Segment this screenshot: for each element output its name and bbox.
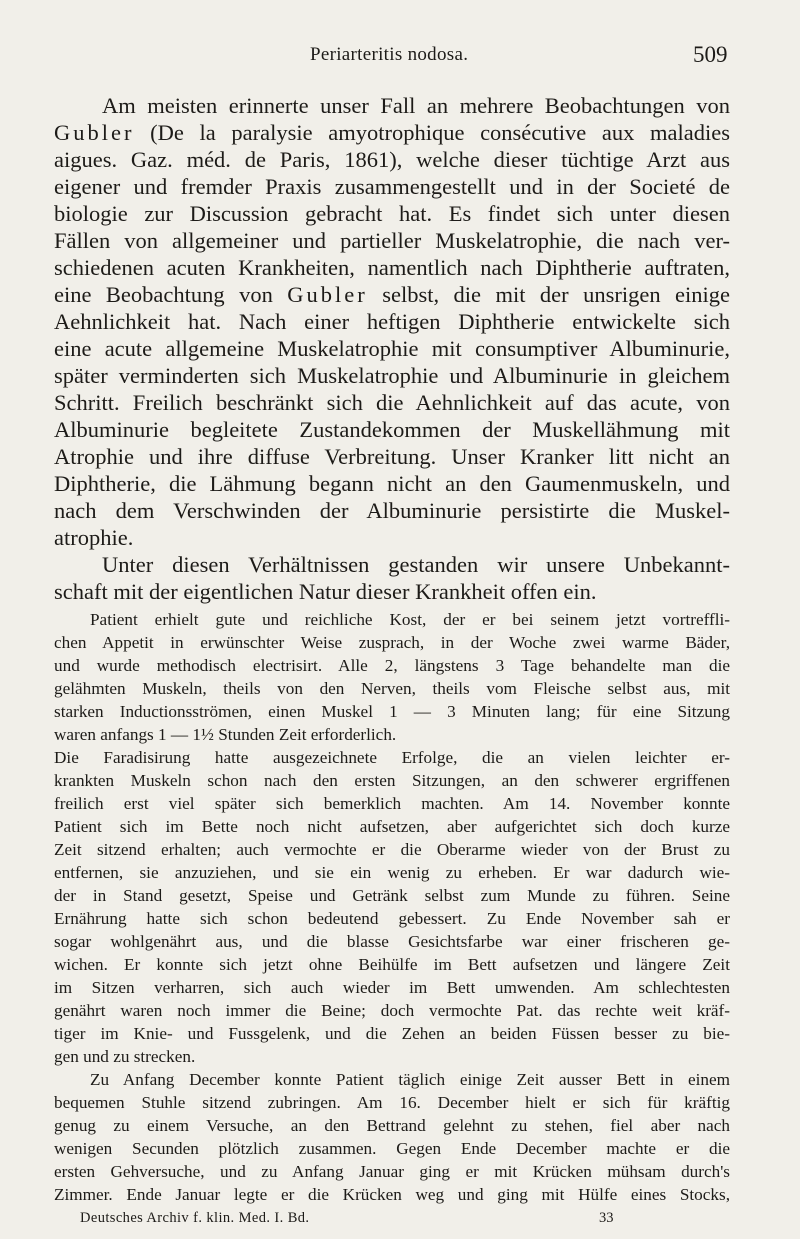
text-line: Patient sich im Bette noch nicht aufsetzen, aber aufgerichtet sich doch kurze: [54, 817, 730, 836]
running-title: Periarteritis nodosa.: [310, 44, 469, 65]
page-number: 509: [693, 42, 728, 67]
text-line: Albuminurie begleitete Zustandekommen der Muskellähmung mit: [54, 417, 730, 442]
text-line: atrophie.: [54, 525, 134, 550]
text-line: nach dem Verschwinden der Albuminurie persistirte die Muskel-: [54, 498, 730, 523]
text-line: Zimmer. Ende Januar legte er die Krücken weg und ging mit Hülfe eines Stocks,: [54, 1185, 730, 1204]
text-line: Ernährung hatte sich schon bedeutend gebessert. Zu Ende November sah er: [54, 909, 730, 928]
text-line: Patient erhielt gute und reichliche Kost, der er bei seinem jetzt vortreffli-: [90, 610, 730, 629]
text-line: später verminderten sich Muskelatrophie und Albuminurie in gleichem: [54, 363, 730, 388]
text-line: Schritt. Freilich beschränkt sich die Aehnlichkeit auf das acute, von: [54, 390, 730, 415]
text-line: schaft mit der eigentlichen Natur dieser Krankheit offen ein.: [54, 579, 597, 604]
text-line: Die Faradisirung hatte ausgezeichnete Erfolge, die an vielen leichter er-: [54, 748, 730, 767]
text-line: der in Stand gesetzt, Speise und Getränk selbst zum Munde zu führen. Seine: [54, 886, 730, 905]
text-line: wenigen Secunden plötzlich zusammen. Gegen Ende December machte er die: [54, 1139, 730, 1158]
text-line: Am meisten erinnerte unser Fall an mehrere Beobachtungen von: [102, 93, 730, 118]
text-line: Aehnlichkeit hat. Nach einer heftigen Diphtherie entwickelte sich: [54, 309, 730, 334]
text-line: entfernen, sie anzuziehen, und sie ein wenig zu erheben. Er war dadurch wie-: [54, 863, 730, 882]
text-line: eine acute allgemeine Muskelatrophie mit consumptiver Albuminurie,: [54, 336, 730, 361]
text-line-rest: selbst, die mit der unsrigen einige: [382, 282, 731, 307]
text-line: freilich erst viel später sich bemerklich machten. Am 14. November konnte: [54, 794, 730, 813]
text-line: schiedenen acuten Krankheiten, namentlich nach Diphtherie auftraten,: [54, 255, 730, 280]
text-line: Atrophie und ihre diffuse Verbreitung. Unser Kranker litt nicht an: [54, 444, 730, 469]
text-line: genug zu einem Versuche, an den Bettrand gelehnt zu stehen, fiel aber nach: [54, 1116, 730, 1135]
text-line: Unter diesen Verhältnissen gestanden wir unsere Unbekannt-: [102, 552, 730, 577]
text-line: starken Inductionsströmen, einen Muskel 1 — 3 Minuten lang; für eine Sitzung: [54, 702, 730, 721]
text-line: bequemen Stuhle sitzend zubringen. Am 16. December hielt er sich für kräftig: [54, 1093, 730, 1112]
text-line: aigues. Gaz. méd. de Paris, 1861), welche dieser tüchtige Arzt aus: [54, 147, 730, 172]
text-line: gelähmten Muskeln, theils von den Nerven, theils vom Fleische selbst aus, mit: [54, 679, 730, 698]
text-line: im Sitzen verharren, sich auch wieder im Bett umwenden. Am schlechtesten: [54, 978, 730, 997]
text-line: waren anfangs 1 — 1½ Stunden Zeit erforderlich.: [54, 725, 397, 744]
text-line: gen und zu strecken.: [54, 1047, 196, 1066]
author-name: Gubler: [287, 282, 368, 307]
text-line: Fällen von allgemeiner und partieller Muskelatrophie, die nach ver-: [54, 228, 730, 253]
text-line: tiger im Knie- und Fussgelenk, und die Zehen an beiden Füssen besser zu bie-: [54, 1024, 730, 1043]
text-line: genährt waren noch immer die Beine; doch vermochte Pat. das rechte weit kräf-: [54, 1001, 730, 1020]
text-line: [54, 281, 730, 308]
journal-reference: Deutsches Archiv f. klin. Med. I. Bd.: [80, 1210, 310, 1226]
text-line: Zeit sitzend erhalten; auch vermochte er die Oberarme wieder von der Brust zu: [54, 840, 730, 859]
text-line: eigener und fremder Praxis zusammengestellt und in der Societé de: [54, 174, 730, 199]
text-line-rest: (De la paralysie amyotrophique consécutive aux maladies: [150, 120, 730, 145]
text-line: wichen. Er konnte sich jetzt ohne Beihülfe im Bett aufsetzen und längere Zeit: [54, 955, 730, 974]
text-line: Diphtherie, die Lähmung begann nicht an den Gaumenmuskeln, und: [54, 471, 730, 496]
text-line: Zu Anfang December konnte Patient täglich einige Zeit ausser Bett in einem: [90, 1070, 730, 1089]
text-line: sogar wohlgenährt aus, und die blasse Gesichtsfarbe war einer frischeren ge-: [54, 932, 730, 951]
signature-mark: 33: [599, 1210, 614, 1226]
text-line: ersten Gehversuche, und zu Anfang Januar ging er mit Krücken mühsam durch's: [54, 1162, 730, 1181]
text-line: biologie zur Discussion gebracht hat. Es findet sich unter diesen: [54, 201, 730, 226]
text-line-start: eine Beobachtung von: [54, 282, 273, 307]
text-line: chen Appetit in erwünschter Weise zusprach, in der Woche zwei warme Bäder,: [54, 633, 730, 652]
page-footer: [0, 1210, 800, 1232]
page-header: [0, 44, 800, 74]
text-line: und wurde methodisch electrisirt. Alle 2, längstens 3 Tage behandelte man die: [54, 656, 730, 675]
text-line: [54, 119, 730, 146]
author-name: Gubler: [54, 120, 135, 145]
text-line: krankten Muskeln schon nach den ersten Sitzungen, an den schwerer ergriffenen: [54, 771, 730, 790]
